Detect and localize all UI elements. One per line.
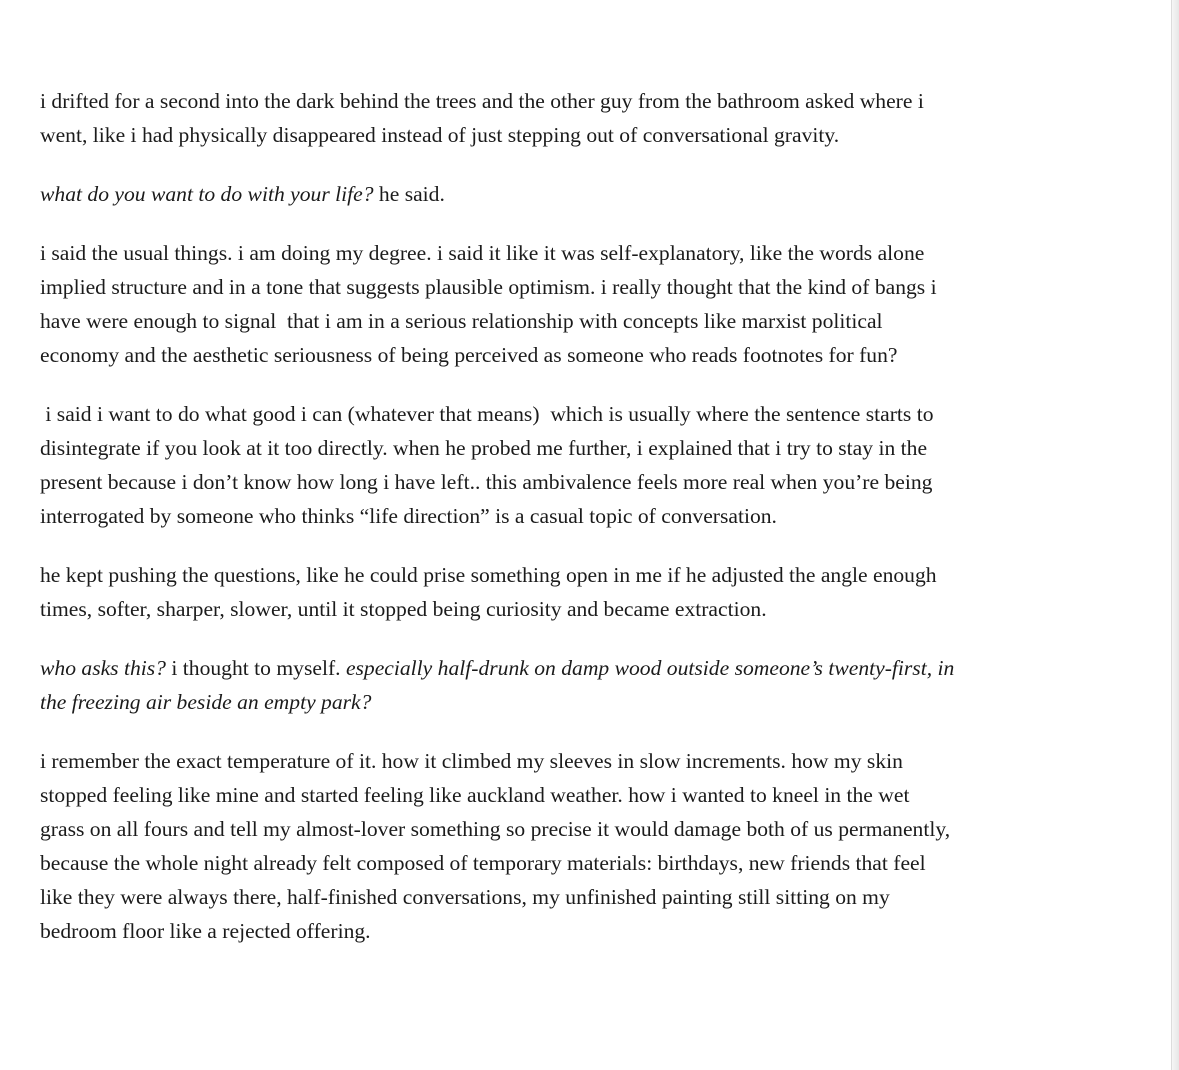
paragraph — [40, 84, 1140, 152]
italic-segment: who asks this? — [40, 656, 166, 680]
text-segment: he said. — [373, 182, 445, 206]
text-segment: i thought to myself. — [165, 656, 346, 680]
text-segment: i said i want to do what good i can (whatever that means) which is usually where the sentence starts to disintegrate if you look at it too directly. when he probed me further, i explained that i try to stay in the present because i don’t know how long i have left.. this ambivalence feels more real when you’re being interrogated by someone who thinks “life direction” is a casual topic of conversation. — [40, 402, 934, 528]
italic-segment: especially half-drunk on damp wood outside someone’s twenty-first, in the freezing air beside an empty park? — [40, 656, 955, 714]
paragraph — [40, 236, 1140, 372]
document-body — [40, 84, 1140, 973]
paragraph — [40, 177, 1140, 211]
text-segment: he kept pushing the questions, like he could prise something open in me if he adjusted the angle enough times, softer, sharper, slower, until it stopped being curiosity and became extraction. — [40, 563, 937, 621]
text-segment: i remember the exact temperature of it. how it climbed my sleeves in slow increments. how my skin stopped feeling like mine and started feeling like auckland weather. how i wanted to kneel in the wet grass on all fours and tell my almost-lover something so precise it would damage both of us permanently, because the whole night already felt composed of temporary materials: birthdays, new friends that feel like they were always there, half-finished conversations, my unfinished painting still sitting on my bedroom floor like a rejected offering. — [40, 749, 951, 943]
paragraph — [40, 397, 1140, 533]
paragraph — [40, 651, 1140, 719]
text-segment: i drifted for a second into the dark behind the trees and the other guy from the bathroom asked where i went, like i had physically disappeared instead of just stepping out of conversational gravity. — [40, 89, 924, 147]
paragraph — [40, 744, 1140, 948]
italic-segment: what do you want to do with your life? — [40, 182, 374, 206]
text-segment: i said the usual things. i am doing my degree. i said it like it was self-explanatory, like the words alone implied structure and in a tone that suggests plausible optimism. i really thought that the kind of bangs i have were enough to signal that i am in a serious relationship with concepts like marxist political economy and the aesthetic seriousness of being perceived as someone who reads footnotes for fun? — [40, 241, 937, 367]
page-edge-scrollbar — [1171, 0, 1179, 1070]
paragraph — [40, 558, 1140, 626]
